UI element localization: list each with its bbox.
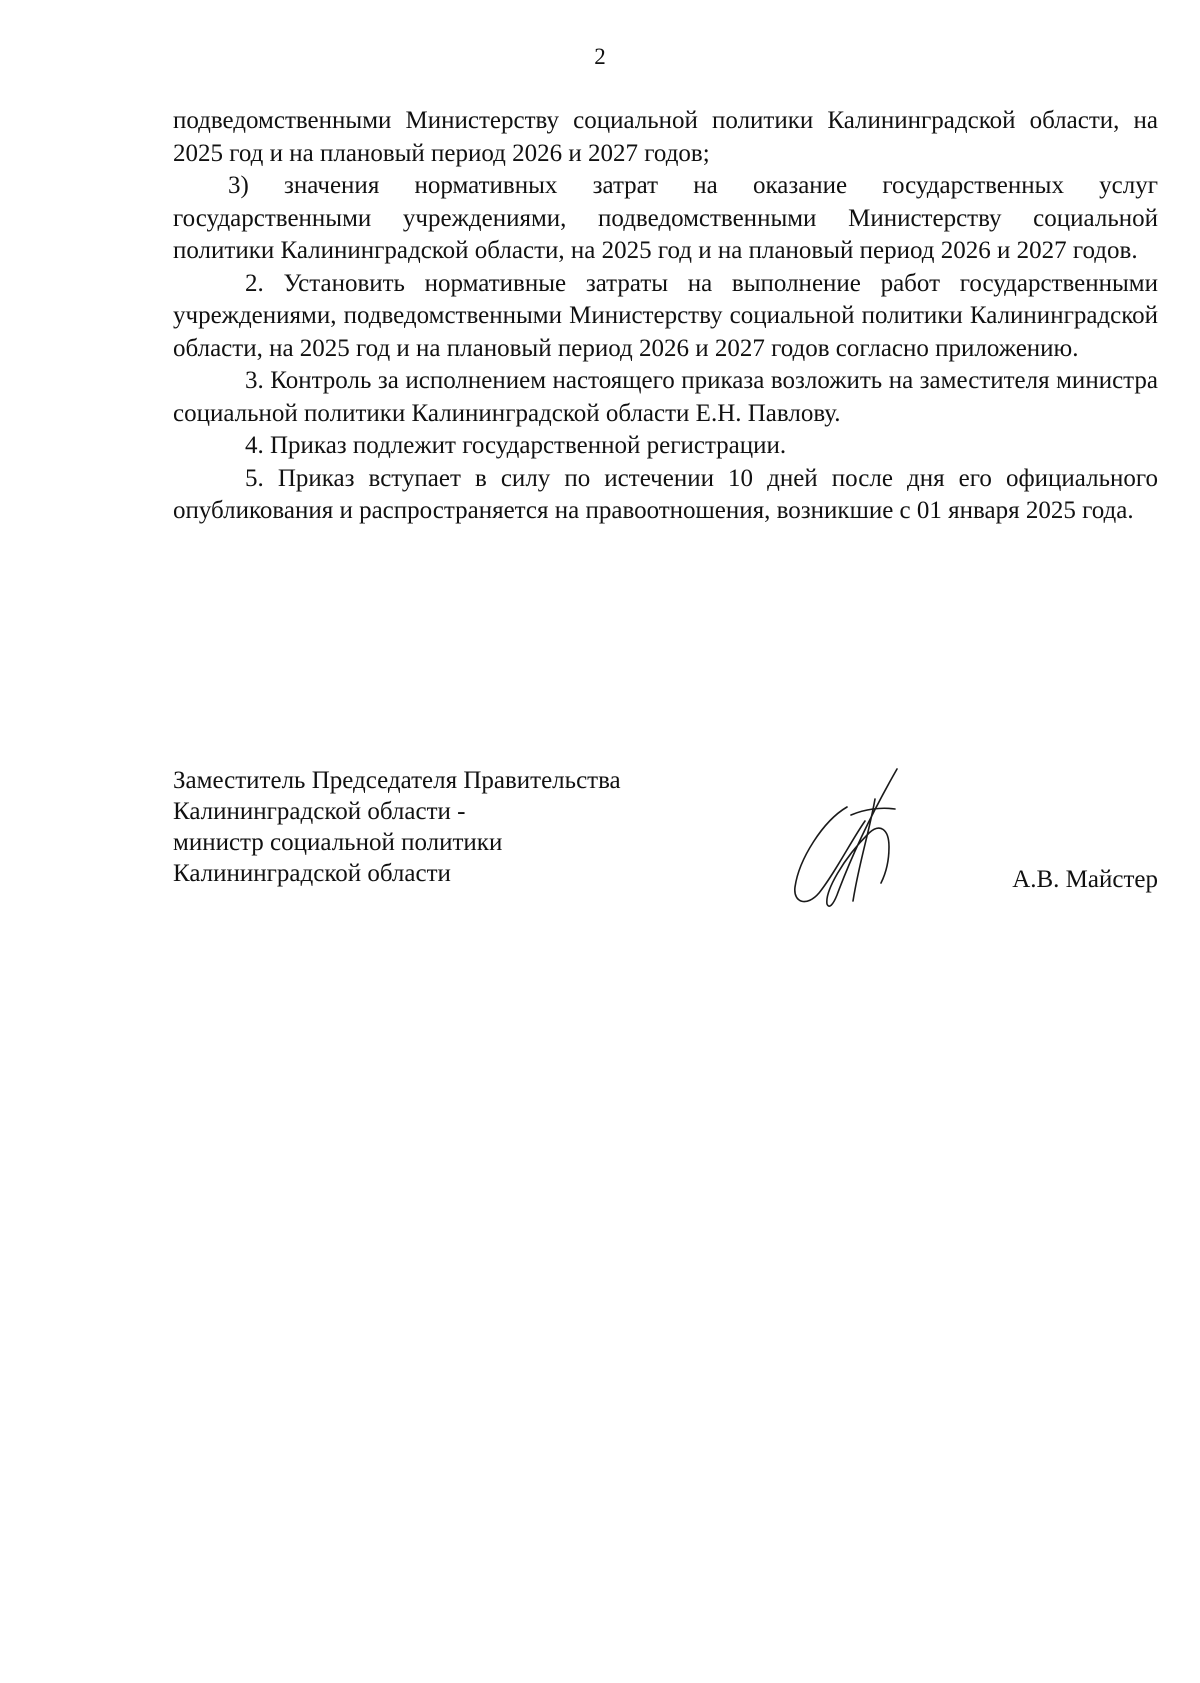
paragraph-item-3: 3) значения нормативных затрат на оказание государственных услуг государственными учреждениями, подведомственными Министерству социальной политики Калининградской области, на 2025 год и на плановый период 2026 и 2027 годов. [173,172,1158,264]
signatory-position-line: Калининградской области [173,860,451,887]
handwritten-signature-icon [785,763,925,913]
signatory-name: А.В. Майстер [1012,866,1158,893]
paragraph-point-5: 5. Приказ вступает в силу по истечении 10 дней после дня его официального опубликования и распространяется на правоотношения, возникшие с 01 января 2025 года. [173,464,1158,524]
signature-block [173,765,1158,925]
paragraph-point-4: 4. Приказ подлежит государственной регистрации. [245,432,787,459]
paragraph-continuation: подведомственными Министерству социальной политики Калининградской области, на 2025 год и на плановый период 2026 и 2027 годов; [173,107,1158,167]
page-number: 2 [594,44,606,69]
document-body [173,105,1158,528]
paragraph-point-2: 2. Установить нормативные затраты на выполнение работ государственными учреждениями, подведомственными Министерству социальной политики Калининградской области, на 2025 год и на плановый период 2026 и 2027 годов согласно приложению. [173,269,1158,362]
signatory-position-line: Калининградской области - [173,798,466,825]
paragraph-point-3: 3. Контроль за исполнением настоящего приказа возложить на заместителя министра социальной политики Калининградской области Е.Н. Павлову. [173,367,1158,427]
signatory-position [173,765,733,889]
signatory-position-line: Заместитель Председателя Правительства [173,767,621,794]
signatory-position-line: министр социальной политики [173,829,503,856]
